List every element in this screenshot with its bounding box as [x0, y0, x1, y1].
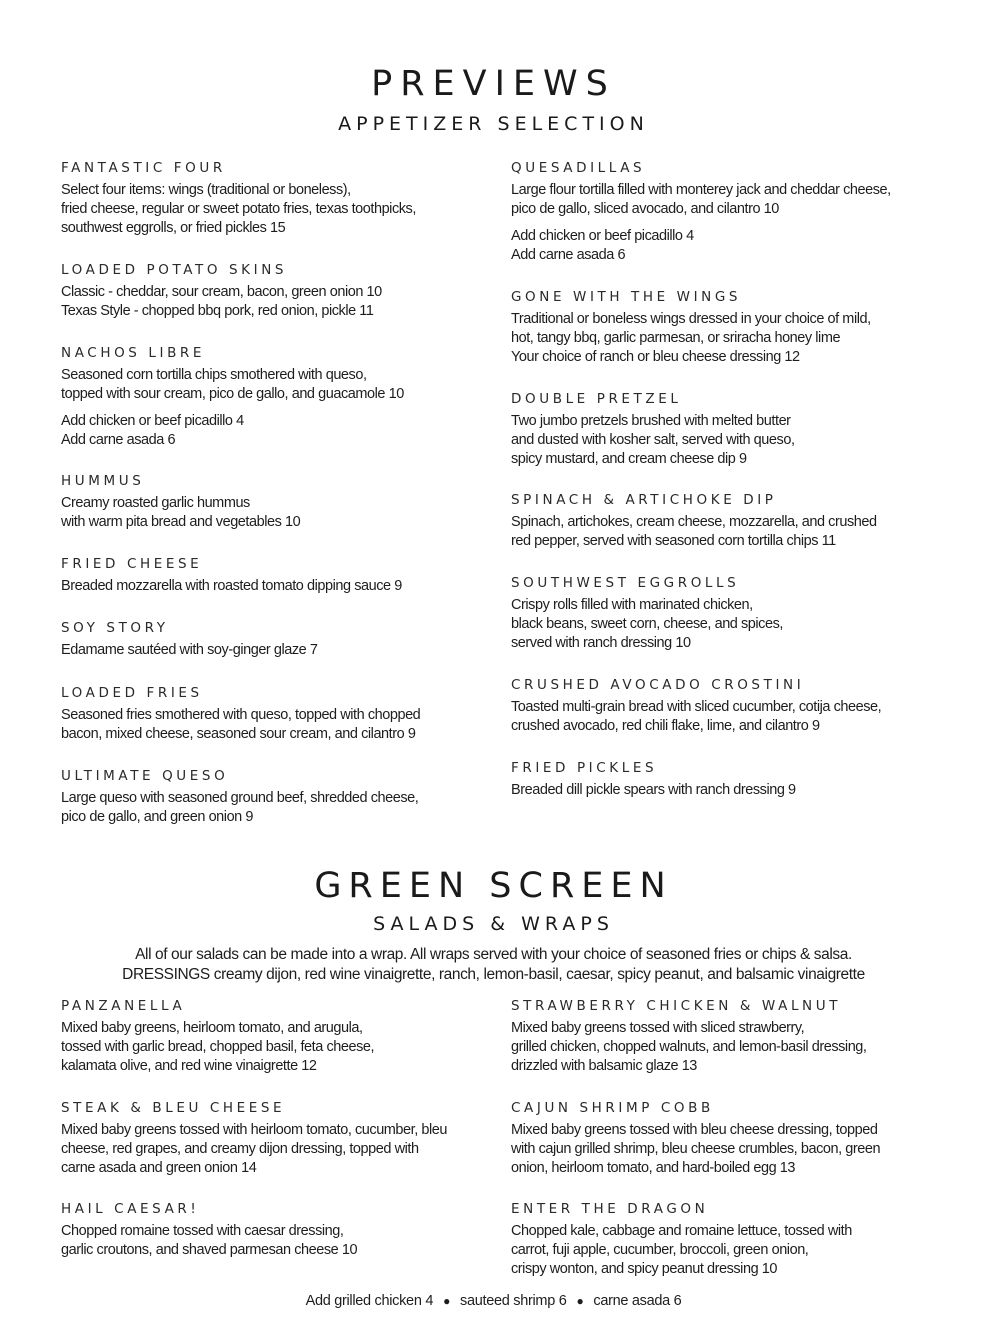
item-name: SOUTHWEST EGGROLLS [511, 575, 740, 591]
item-description: Chopped kale, cabbage and romaine lettuce, tossed with [511, 1223, 852, 1239]
item-name: CAJUN SHRIMP COBB [511, 1100, 714, 1116]
menu-item-enter-the-dragon [511, 1200, 951, 1279]
bullet-separator: ● [576, 1294, 584, 1308]
item-description: Seasoned corn tortilla chips smothered with queso, [61, 367, 367, 383]
menu-item-panzanella [61, 997, 481, 1076]
item-description: Classic - cheddar, sour cream, bacon, green onion 10 [61, 284, 382, 300]
item-description: southwest eggrolls, or fried pickles 15 [61, 220, 286, 236]
item-name: DOUBLE PRETZEL [511, 391, 682, 407]
item-description: Crispy rolls filled with marinated chicken, [511, 597, 753, 613]
item-name: FANTASTIC FOUR [61, 160, 226, 176]
item-description: Your choice of ranch or bleu cheese dressing 12 [511, 349, 800, 365]
item-name: NACHOS LIBRE [61, 345, 206, 361]
salad-addons [0, 1292, 987, 1311]
item-description: Mixed baby greens tossed with heirloom tomato, cucumber, bleu [61, 1122, 448, 1138]
item-description: spicy mustard, and cream cheese dip 9 [511, 451, 747, 467]
item-description: carrot, fuji apple, cucumber, broccoli, green onion, [511, 1242, 809, 1258]
item-description: kalamata olive, and red wine vinaigrette 12 [61, 1058, 317, 1074]
item-description: drizzled with balsamic glaze 13 [511, 1058, 697, 1074]
item-description: served with ranch dressing 10 [511, 635, 691, 651]
item-description: Seasoned fries smothered with queso, topped with chopped [61, 707, 421, 723]
addon-grilled-chicken: Add grilled chicken 4 [305, 1293, 434, 1309]
item-name: GONE WITH THE WINGS [511, 289, 742, 305]
item-name: ULTIMATE QUESO [61, 768, 229, 784]
item-description: Mixed baby greens, heirloom tomato, and arugula, [61, 1020, 363, 1036]
green-screen-title: GREEN SCREEN [314, 866, 673, 906]
item-description: Texas Style - chopped bbq pork, red onion, pickle 11 [61, 303, 374, 319]
item-addon: Add chicken or beef picadillo 4 [61, 413, 244, 429]
item-description: Traditional or boneless wings dressed in your choice of mild, [511, 311, 871, 327]
item-description: onion, heirloom tomato, and hard-boiled egg 13 [511, 1160, 796, 1176]
item-description: Breaded mozzarella with roasted tomato dipping sauce 9 [61, 578, 402, 594]
item-description: Select four items: wings (traditional or boneless), [61, 182, 351, 198]
dressings-list: DRESSINGS creamy dijon, red wine vinaigrette, ranch, lemon-basil, caesar, spicy peanut, and balsamic vinaigrette [122, 966, 865, 983]
item-description: and dusted with kosher salt, served with queso, [511, 432, 795, 448]
item-name: STRAWBERRY CHICKEN & WALNUT [511, 998, 842, 1014]
item-description: pico de gallo, and green onion 9 [61, 809, 253, 825]
addon-sauteed-shrimp: sauteed shrimp 6 [460, 1293, 567, 1309]
item-name: STEAK & BLEU CHEESE [61, 1100, 286, 1116]
item-name: FRIED CHEESE [61, 556, 203, 572]
item-description: tossed with garlic bread, chopped basil, feta cheese, [61, 1039, 375, 1055]
item-description: fried cheese, regular or sweet potato fries, texas toothpicks, [61, 201, 416, 217]
bullet-separator: ● [443, 1294, 451, 1308]
item-description: Mixed baby greens tossed with bleu cheese dressing, topped [511, 1122, 878, 1138]
item-description: bacon, mixed cheese, seasoned sour cream, and cilantro 9 [61, 726, 416, 742]
item-addon: Add chicken or beef picadillo 4 [511, 228, 694, 244]
item-description: Edamame sautéed with soy-ginger glaze 7 [61, 642, 318, 658]
item-description: Toasted multi-grain bread with sliced cucumber, cotija cheese, [511, 699, 882, 715]
green-screen-subtitle: SALADS & WRAPS [373, 913, 614, 935]
menu-item-hail-caesar [61, 1200, 481, 1260]
item-description: Creamy roasted garlic hummus [61, 495, 250, 511]
item-description: cheese, red grapes, and creamy dijon dressing, topped with [61, 1141, 419, 1157]
salads-left-column [61, 0, 481, 1339]
salads-intro: All of our salads can be made into a wrap. All wraps served with your choice of seasoned fries or chips & salsa. [135, 946, 852, 963]
item-description: red pepper, served with seasoned corn tortilla chips 11 [511, 533, 836, 549]
item-description: pico de gallo, sliced avocado, and cilantro 10 [511, 201, 779, 217]
menu-item-cajun-shrimp-cobb [511, 1099, 951, 1178]
item-name: PANZANELLA [61, 998, 186, 1014]
item-name: CRUSHED AVOCADO CROSTINI [511, 677, 805, 693]
item-addon: Add carne asada 6 [511, 247, 626, 263]
item-name: SOY STORY [61, 620, 169, 636]
item-description: Large flour tortilla filled with monterey jack and cheddar cheese, [511, 182, 891, 198]
item-description: topped with sour cream, pico de gallo, and guacamole 10 [61, 386, 404, 402]
item-description: Large queso with seasoned ground beef, shredded cheese, [61, 790, 419, 806]
addon-carne-asada: carne asada 6 [593, 1293, 682, 1309]
item-description: crushed avocado, red chili flake, lime, and cilantro 9 [511, 718, 820, 734]
item-description: Breaded dill pickle spears with ranch dressing 9 [511, 782, 796, 798]
menu-item-steak-bleu-cheese [61, 1099, 481, 1178]
item-description: carne asada and green onion 14 [61, 1160, 257, 1176]
item-name: ENTER THE DRAGON [511, 1201, 709, 1217]
item-name: HAIL CAESAR! [61, 1201, 200, 1217]
item-name: LOADED POTATO SKINS [61, 262, 288, 278]
item-description: Two jumbo pretzels brushed with melted butter [511, 413, 791, 429]
previews-subtitle: APPETIZER SELECTION [338, 113, 649, 135]
item-description: Mixed baby greens tossed with sliced strawberry, [511, 1020, 805, 1036]
previews-title: PREVIEWS [371, 64, 616, 104]
item-description: Spinach, artichokes, cream cheese, mozzarella, and crushed [511, 514, 877, 530]
item-description: with cajun grilled shrimp, bleu cheese crumbles, bacon, green [511, 1141, 881, 1157]
salads-right-column [511, 0, 951, 1339]
item-description: hot, tangy bbq, garlic parmesan, or sriracha honey lime [511, 330, 841, 346]
item-description: with warm pita bread and vegetables 10 [61, 514, 301, 530]
item-name: FRIED PICKLES [511, 760, 658, 776]
item-description: Chopped romaine tossed with caesar dressing, [61, 1223, 344, 1239]
item-name: SPINACH & ARTICHOKE DIP [511, 492, 777, 508]
item-name: QUESADILLAS [511, 160, 646, 176]
item-description: black beans, sweet corn, cheese, and spices, [511, 616, 783, 632]
item-description: grilled chicken, chopped walnuts, and lemon-basil dressing, [511, 1039, 867, 1055]
item-description: garlic croutons, and shaved parmesan cheese 10 [61, 1242, 358, 1258]
item-name: LOADED FRIES [61, 685, 203, 701]
item-description: crispy wonton, and spicy peanut dressing 10 [511, 1261, 777, 1277]
item-name: HUMMUS [61, 473, 145, 489]
menu-item-strawberry-chicken-walnut [511, 997, 951, 1076]
item-addon: Add carne asada 6 [61, 432, 176, 448]
